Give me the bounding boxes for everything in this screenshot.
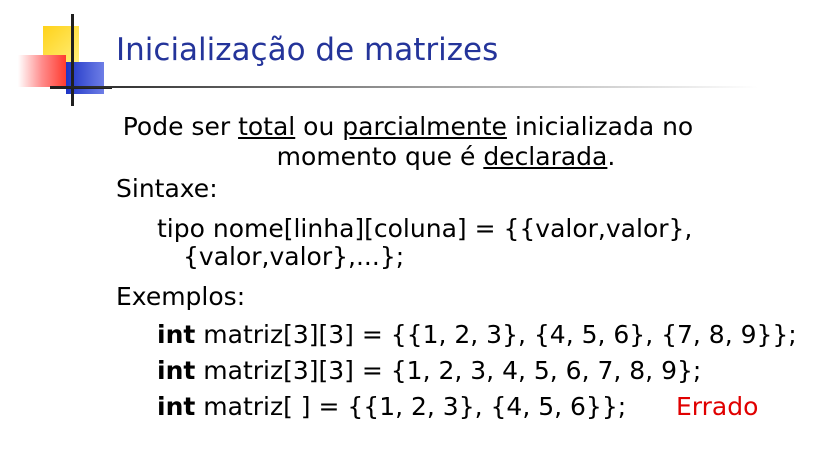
logo-red-square bbox=[18, 55, 66, 87]
exemplos-label: Exemplos: bbox=[116, 282, 246, 311]
title-underline-rule bbox=[58, 86, 758, 88]
example-keyword: int bbox=[157, 356, 196, 385]
error-label: Errado bbox=[676, 392, 759, 421]
logo-vertical-line bbox=[71, 14, 74, 106]
sintaxe-label: Sintaxe: bbox=[116, 174, 218, 203]
example-line-2 bbox=[157, 356, 701, 386]
intro-text-a: Pode ser bbox=[122, 112, 239, 141]
example-keyword: int bbox=[157, 320, 196, 349]
example-code: matriz[3][3] = {1, 2, 3, 4, 5, 6, 7, 8, 9}; bbox=[195, 356, 702, 385]
intro-text-d: momento que é bbox=[276, 142, 484, 171]
example-code: matriz[3][3] = {{1, 2, 3}, {4, 5, 6}, {7, 8, 9}}; bbox=[195, 320, 797, 349]
example-keyword: int bbox=[157, 392, 196, 421]
intro-declarada: declarada bbox=[483, 142, 608, 171]
syntax-line-1: tipo nome[linha][coluna] = {{valor,valor}, bbox=[157, 214, 693, 243]
intro-parcialmente: parcialmente bbox=[342, 112, 507, 141]
intro-line-2 bbox=[38, 142, 816, 172]
slide-title: Inicialização de matrizes bbox=[116, 32, 499, 68]
intro-total: total bbox=[238, 112, 296, 141]
slide-logo bbox=[0, 0, 120, 110]
intro-text-c: inicializada no bbox=[506, 112, 694, 141]
syntax-line-2: {valor,valor},...}; bbox=[183, 242, 405, 271]
example-line-1 bbox=[157, 320, 797, 350]
intro-line-1 bbox=[0, 112, 816, 142]
intro-text-e: . bbox=[607, 142, 616, 171]
example-code: matriz[ ] = {{1, 2, 3}, {4, 5, 6}}; bbox=[195, 392, 627, 421]
intro-text-b: ou bbox=[295, 112, 343, 141]
example-line-3 bbox=[157, 392, 626, 422]
